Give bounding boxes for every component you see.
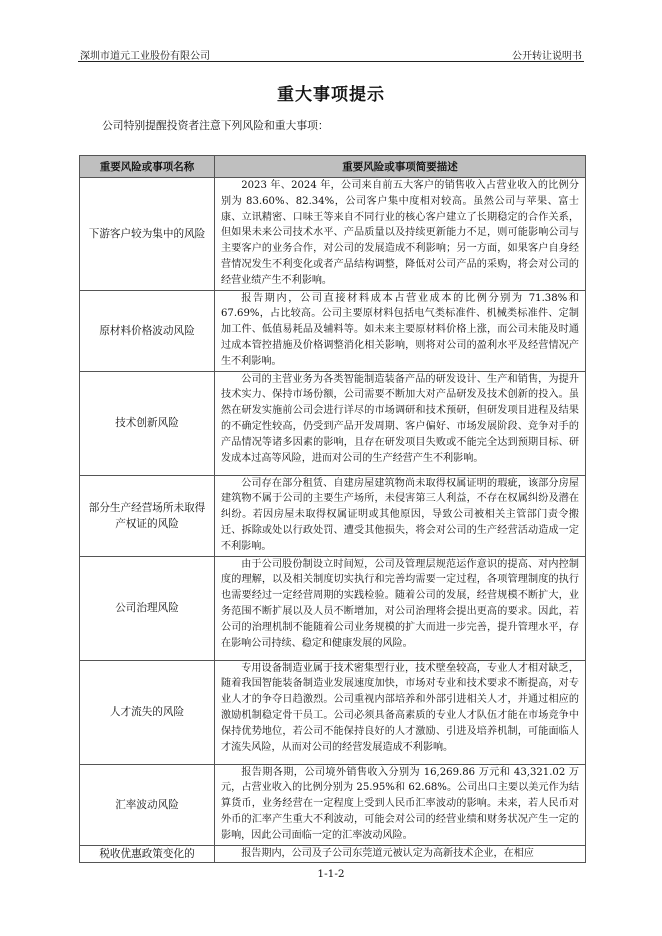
risk-table [79,155,586,863]
table-row [80,764,586,845]
risk-desc: 公司的主营业务为各类智能制造装备产品的研发设计、生产和销售，为提升技术实力、保持市场份额，公司需要不断加大对产品研发及技术创新的投入。虽然在研发实施前公司会进行详尽的市场调研和技术预研，但研发项目进程及结果的不确定性较高，仍受到产品开发周期、客户偏好、市场发展阶段、竞争对手的产品情况等诸多因素的影响，且存在研发项目失败或不能完全达到预期目标、研发成本过高等风险，进而对公司的生产经营产生不利影响。 [215,371,586,475]
risk-name: 部分生产经营场所未取得产权证的风险 [80,475,215,556]
risk-desc: 由于公司股份制设立时间短，公司及管理层规范运作意识的提高、对内控制度的理解，以及相关制度切实执行和完善均需要一定过程，各项管理制度的执行也需要经过一定经营周期的实践检验。随着公司的发展，经营规模不断扩大，业务范围不断扩展以及人员不断增加，对公司治理将会提出更高的要求。因此，若公司的治理机制不能随着公司业务规模的扩大而进一步完善，提升管理水平，存在影响公司持续、稳定和健康发展的风险。 [215,556,586,660]
header-doc-type: 公开转让说明书 [512,51,582,62]
risk-name: 税收优惠政策变化的 [80,845,215,863]
column-header-desc: 重要风险或事项简要描述 [215,156,586,178]
risk-desc: 2023 年、2024 年，公司来自前五大客户的销售收入占营业收入的比例分别为 83.60%、82.34%，公司客户集中度相对较高。虽然公司与苹果、富士康、立讯精密、口味王等来自不同行业的核心客户建立了长期稳定的合作关系，但如果未来公司技术水平、产品质量以及持续更新能力不足，则可能影响公司与主要客户的业务合作，对公司的发展造成不利影响；另一方面，如果客户自身经营情况发生不利变化或者产品结构调整，降低对公司产品的采购，将会对公司的经营业绩产生不利影响。 [215,178,586,291]
risk-name: 汇率波动风险 [80,764,215,845]
risk-name: 原材料价格波动风险 [80,290,215,371]
risk-desc: 公司存在部分租赁、自建房屋建筑物尚未取得权属证明的瑕疵，该部分房屋建筑物不属于公司的主要生产场所，未侵害第三人利益，不存在权属纠纷及潜在纠纷。若因房屋未取得权属证明或其他原因，导致公司被相关主管部门责令搬迁、拆除或处以行政处罚、遭受其他损失，将会对公司的生产经营活动造成一定不利影响。 [215,475,586,556]
table-row [80,178,586,291]
column-header-name: 重要风险或事项名称 [80,156,215,178]
header-rule [78,61,584,62]
risk-name: 公司治理风险 [80,556,215,660]
page-title: 重大事项提示 [277,85,385,105]
intro-text: 公司特别提醒投资者注意下列风险和重大事项： [102,119,329,132]
risk-desc: 报告期内，公司直接材料成本占营业成本的比例分别为 71.38%和 67.69%，占比较高。公司主要原材料包括电气类标准件、机械类标准件、定制加工件、低值易耗品及辅料等。如未来主要原材料价格上涨，而公司未能及时通过成本管控措施及价格调整消化相关影响，则将对公司的盈利水平及经营情况产生不利影响。 [215,290,586,371]
table-row [80,556,586,660]
risk-name: 人才流失的风险 [80,660,215,764]
page-number: 1-1-2 [317,868,345,880]
header-company: 深圳市道元工业股份有限公司 [80,51,210,62]
table-row [80,371,586,475]
risk-desc: 报告期内，公司及子公司东莞道元被认定为高新技术企业，在相应 [215,845,586,863]
table-row [80,660,586,764]
table-header-row [80,156,586,178]
risk-desc: 报告期各期，公司境外销售收入分别为 16,269.86 万元和 43,321.02 万元，占营业收入的比例分别为 25.95%和 62.68%。公司出口主要以美元作为结算货币，业务经营在一定程度上受到人民币汇率波动的影响。未来，若人民币对外币的汇率产生重大不利波动，可能会对公司的经营业绩和财务状况产生一定的影响，因此公司面临一定的汇率波动风险。 [215,764,586,845]
table-row [80,290,586,371]
risk-name: 下游客户较为集中的风险 [80,178,215,291]
table-row [80,845,586,863]
risk-name: 技术创新风险 [80,371,215,475]
risk-desc: 专用设备制造业属于技术密集型行业，技术壁垒较高，专业人才相对缺乏，随着我国智能装备制造业发展速度加快，市场对专业和技术要求不断提高，对专业人才的争夺日趋激烈。公司重视内部培养和外部引进相关人才，并通过相应的激励机制稳定骨干员工。公司必须具备高素质的专业人才队伍才能在市场竞争中保持优势地位，若公司不能保持良好的人才激励、引进及培养机制，可能面临人才流失风险，从而对公司的经营发展造成不利影响。 [215,660,586,764]
table-row [80,475,586,556]
